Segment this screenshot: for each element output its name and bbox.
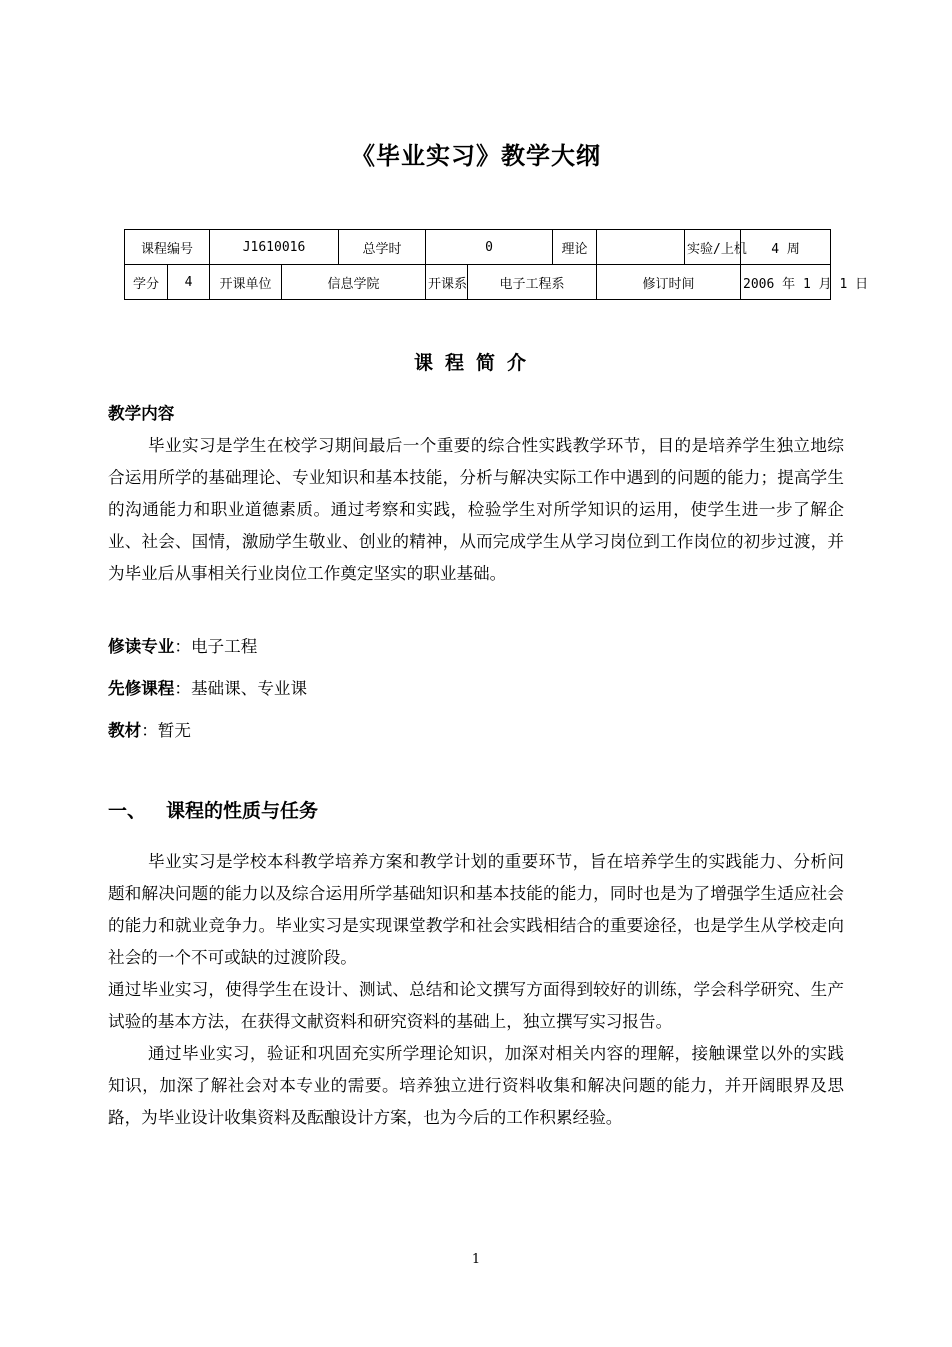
teaching-content-label: 教学内容 (108, 404, 175, 423)
department-label: 开课系 (426, 265, 468, 300)
document-title: 《毕业实习》教学大纲 (351, 142, 601, 170)
section-1-number: 一、 (108, 800, 147, 822)
textbook-colon: ： (141, 721, 158, 740)
total-hours-label: 总学时 (339, 230, 426, 265)
textbook-value: 暂无 (157, 721, 191, 740)
total-hours-value: 0 (426, 230, 553, 265)
section-1-paragraph: 通过毕业实习，验证和巩固充实所学理论知识，加深对相关内容的理解，接触课堂以外的实践知识，加深了解社会对本专业的需要。培养独立进行资料收集和解决问题的能力，并开阔眼界及思路，为毕业设计收集资料及酝酿设计方案，也为今后的工作积累经验。 (108, 1044, 844, 1127)
section-1-heading (108, 796, 318, 823)
textbook-label: 教材 (108, 721, 142, 740)
page-number: 1 (471, 1252, 481, 1267)
theory-label: 理论 (553, 230, 597, 265)
major-line (108, 631, 844, 663)
revision-date-label: 修订时间 (597, 265, 741, 300)
prereq-colon: ： (174, 679, 191, 698)
department-value: 电子工程系 (468, 265, 597, 300)
intro-heading: 课程简介 (413, 352, 538, 374)
major-colon: ： (174, 637, 191, 656)
dept-unit-label: 开课单位 (210, 265, 282, 300)
teaching-content-text: 毕业实习是学生在校学习期间最后一个重要的综合性实践教学环节，目的是培养学生独立地综合运用所学的基础理论、专业知识和基本技能，分析与解决实际工作中遇到的问题的能力；提高学生的沟通能力和职业道德素质。通过考察和实践，检验学生对所学知识的运用，使学生进一步了解企业、社会、国情，激励学生敬业、创业的精神，从而完成学生从学习岗位到工作岗位的初步过渡，并为毕业后从事相关行业岗位工作奠定坚实的职业基础。 (108, 436, 844, 583)
prereq-label: 先修课程 (108, 679, 175, 698)
dept-unit-value: 信息学院 (282, 265, 426, 300)
prereq-line (108, 673, 844, 705)
section-1-body (108, 846, 844, 1134)
section-1-paragraph: 毕业实习是学校本科教学培养方案和教学计划的重要环节，旨在培养学生的实践能力、分析问题和解决问题的能力以及综合运用所学基础知识和基本技能的能力，同时也是为了增强学生适应社会的能力和就业竞争力。毕业实习是实现课堂教学和社会实践相结合的重要途径，也是学生从学校走向社会的一个不可或缺的过渡阶段。 (108, 852, 844, 967)
teaching-content-block (108, 398, 844, 590)
prereq-value: 基础课、专业课 (190, 679, 308, 698)
section-1-title: 课程的性质与任务 (166, 800, 319, 822)
major-value: 电子工程 (190, 637, 258, 656)
table-row (125, 265, 831, 300)
lab-label: 实验/上机 (685, 230, 741, 265)
course-code-value: J1610016 (210, 230, 339, 265)
course-code-label: 课程编号 (125, 230, 210, 265)
lab-value: 4 周 (741, 230, 831, 265)
course-info-table (124, 229, 869, 300)
theory-value (597, 230, 685, 265)
table-row (125, 230, 831, 265)
major-label: 修读专业 (108, 637, 175, 656)
credits-value: 4 (168, 265, 210, 300)
section-1-paragraph: 通过毕业实习，使得学生在设计、测试、总结和论文撰写方面得到较好的训练，学会科学研究、生产试验的基本方法，在获得文献资料和研究资料的基础上，独立撰写实习报告。 (108, 980, 844, 1031)
credits-label: 学分 (125, 265, 168, 300)
revision-date-value: 2006 年 1 月 1 日 (741, 265, 831, 300)
textbook-line (108, 715, 844, 747)
